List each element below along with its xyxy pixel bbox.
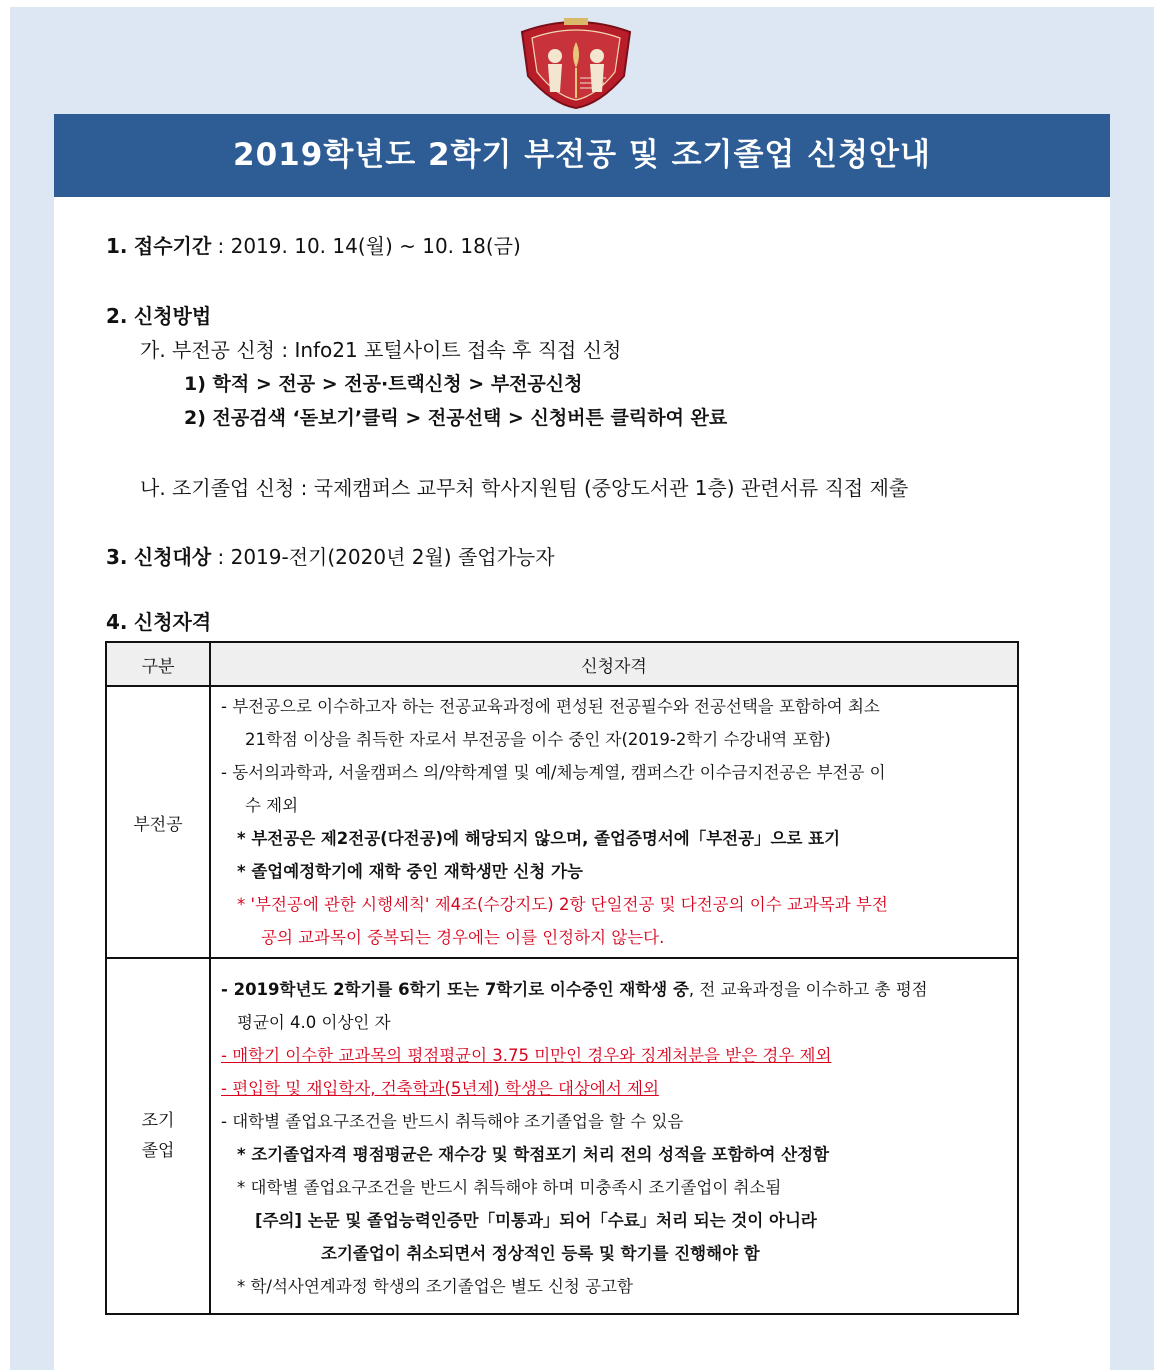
normal-text: , 전 교육과정을 이수하고 총 평점 bbox=[688, 980, 928, 999]
list-item: 21학점 이상을 취득한 자로서 부전공을 이수 중인 자(2019-2학기 수강내역 포함) bbox=[245, 730, 831, 749]
section-period bbox=[106, 230, 521, 259]
list-item: * '부전공에 관한 시행세칙' 제4조(수강지도) 2항 단일전공 및 다전공의 이수 교과목과 부전 bbox=[237, 895, 888, 914]
minor-apply-step-1: 1) 학적 > 전공 > 전공·트랙신청 > 부전공신청 bbox=[184, 373, 583, 395]
list-item: - 매학기 이수한 교과목의 평점평균이 3.75 미만인 경우와 징계처분을 받은 경우 제외 bbox=[221, 1046, 832, 1065]
list-item: - 편입학 및 재입학자, 건축학과(5년제) 학생은 대상에서 제외 bbox=[221, 1079, 659, 1098]
list-item: * 부전공은 제2전공(다전공)에 해당되지 않으며, 졸업증명서에「부전공」으로 표기 bbox=[237, 829, 841, 848]
table-row-minor bbox=[106, 686, 1018, 958]
header-qualification: 신청자격 bbox=[210, 642, 1018, 686]
early-graduation-qualification-cell bbox=[210, 958, 1018, 1314]
minor-apply-step-2: 2) 전공검색 ‘돋보기’클릭 > 전공선택 > 신청버튼 클릭하여 완료 bbox=[184, 407, 728, 429]
section-value: : 2019. 10. 14(월) ~ 10. 18(금) bbox=[211, 234, 521, 258]
minor-apply-method: 가. 부전공 신청 : Info21 포털사이트 접속 후 직접 신청 bbox=[140, 338, 622, 362]
section-method bbox=[106, 300, 211, 329]
section-number: 2. bbox=[106, 304, 128, 328]
list-item: 공의 교과목이 중복되는 경우에는 이를 인정하지 않는다. bbox=[261, 928, 665, 947]
list-item: - 대학별 졸업요구조건을 반드시 취득해야 조기졸업을 할 수 있음 bbox=[221, 1112, 684, 1131]
row-label-line: 졸업 bbox=[141, 1141, 175, 1161]
section-label: 접수기간 bbox=[133, 234, 212, 258]
section-number: 3. bbox=[106, 545, 128, 569]
qualification-table bbox=[105, 641, 1019, 1315]
table-row-early-graduation bbox=[106, 958, 1018, 1314]
section-label: 신청자격 bbox=[133, 610, 212, 634]
section-qualification bbox=[106, 606, 211, 635]
header-category: 구분 bbox=[106, 642, 210, 686]
list-item: * 학/석사연계과정 학생의 조기졸업은 별도 신청 공고함 bbox=[237, 1277, 633, 1296]
section-value: : 2019-전기(2020년 2월) 졸업가능자 bbox=[211, 545, 555, 569]
list-item: 조기졸업이 취소되면서 정상적인 등록 및 학기를 진행해야 함 bbox=[321, 1244, 760, 1263]
list-item: 평균이 4.0 이상인 자 bbox=[237, 1013, 391, 1032]
list-item: - 동서의과학과, 서울캠퍼스 의/약학계열 및 예/체능계열, 캠퍼스간 이수금지전공은 부전공 이 bbox=[221, 763, 886, 782]
early-graduation-apply-method: 나. 조기졸업 신청 : 국제캠퍼스 교무처 학사지원팀 (중앙도서관 1층) 관련서류 직접 제출 bbox=[140, 476, 909, 500]
list-item: 수 제외 bbox=[245, 796, 299, 815]
section-number: 1. bbox=[106, 234, 128, 258]
row-label-early-graduation bbox=[106, 958, 210, 1314]
minor-qualification-cell bbox=[210, 686, 1018, 958]
list-item: * 조기졸업자격 평점평균은 재수강 및 학점포기 처리 전의 성적을 포함하여 산정함 bbox=[237, 1145, 830, 1164]
section-target bbox=[106, 541, 555, 570]
section-number: 4. bbox=[106, 610, 128, 634]
table-header-row bbox=[106, 642, 1018, 686]
document-title: 2019학년도 2학기 부전공 및 조기졸업 신청안내 bbox=[54, 114, 1110, 197]
section-label: 신청대상 bbox=[133, 545, 212, 569]
list-item: [주의] 논문 및 졸업능력인증만「미통과」되어「수료」처리 되는 것이 아니라 bbox=[255, 1211, 817, 1230]
list-item: * 대학별 졸업요구조건을 반드시 취득해야 하며 미충족시 조기졸업이 취소됨 bbox=[237, 1178, 782, 1197]
list-item: - 부전공으로 이수하고자 하는 전공교육과정에 편성된 전공필수와 전공선택을 포함하여 최소 bbox=[221, 697, 880, 716]
bold-text: - 2019학년도 2학기를 6학기 또는 7학기로 이수중인 재학생 중 bbox=[221, 980, 689, 999]
list-item bbox=[221, 973, 1005, 1006]
section-label: 신청방법 bbox=[133, 304, 212, 328]
row-label-minor: 부전공 bbox=[106, 686, 210, 958]
row-label-line: 조기 bbox=[141, 1111, 175, 1131]
university-emblem-icon bbox=[510, 12, 642, 110]
list-item: * 졸업예정학기에 재학 중인 재학생만 신청 가능 bbox=[237, 862, 583, 881]
